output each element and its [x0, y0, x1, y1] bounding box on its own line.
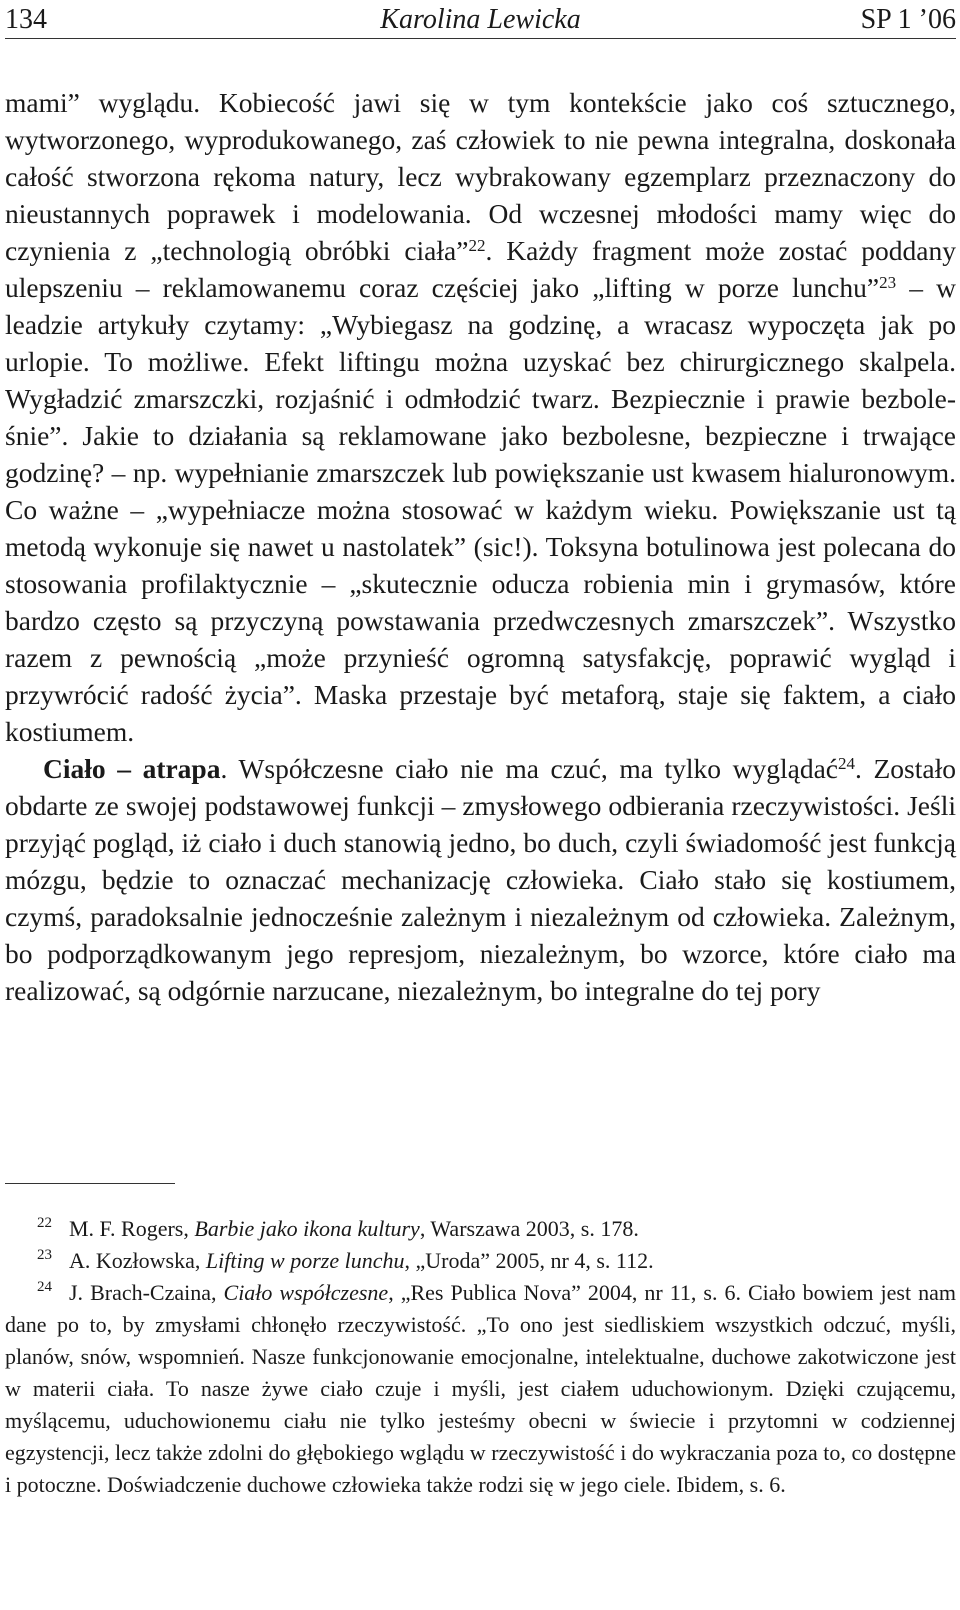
footnote-ref-23[interactable]: 23: [879, 272, 897, 292]
footnote-text: J. Brach-Czaina,: [69, 1280, 224, 1305]
paragraph-continuation: [5, 84, 956, 750]
footnotes: [5, 1213, 956, 1501]
footnote-rule: [5, 1183, 175, 1184]
footnote-ref-24[interactable]: 24: [838, 753, 856, 773]
footnote-22: 22 M. F. Rogers, Barbie jako ikona kultury, Warszawa 2003, s. 178.: [37, 1215, 639, 1241]
footnote-23: 23 A. Kozłowska, Lifting w porze lunchu, „Uroda” 2005, nr 4, s. 112.: [37, 1247, 654, 1273]
footnote-24: 24 J. Brach-Czaina, Ciało współczesne, „Res Publica Nova” 2004, nr 11, s. 6. Ciało bowiem jest nam dane po to, by zmysłami chłonęło rzeczywistość. „To ono jest siedliskiem wszystkich odczuć, myśli, planów, snów, wspomnień. Nasze funkcjonowanie emocjonalne, intelektualne, duchowe zakotwiczone jest w materii ciała. To nasze żywe ciało czuje i myśli, jest ciałem uduchowionym. Dzięki czującemu, myślącemu, uduchowionemu ciału nie tylko jesteśmy obecni w świecie i przytomni w codziennej egzystencji, lecz także zdolni do głębokiego wglądu w rzeczywistość i do wykraczania poza to, co dostępne i potoczne. Doświadczenie duchowe człowieka także rodzi się w jego ciele. Ibidem, s. 6.: [5, 1279, 956, 1497]
footnote-text: , Warszawa 2003, s. 178.: [419, 1216, 639, 1241]
paragraph-cialo-atrapa: [5, 750, 956, 1009]
footnote-text: , „Res Publica Nova” 2004, nr 11, s. 6. Ciało bowiem jest nam dane po to, by zmysłami chłonęło rzeczywistość. „To ono jest siedliskiem wszystkich odczuć, myśli, planów, snów, wspomnień. Nasze funkcjonowanie emocjonalne, intelektualne, duchowe zakotwiczone jest w materii ciała. To nasze żywe ciało czuje i myśli, jest ciałem uduchowionym. Dzięki czującemu, myślącemu, uduchowionemu ciału nie tylko jesteśmy obecni w świecie i przytomni w codziennej egzystencji, lecz także zdolni do głębokiego wglądu w rzeczywistość i do wykraczania poza to, co dostępne i potoczne. Doświadczenie duchowe człowieka także rodzi się w jego ciele. Ibidem, s. 6.: [5, 1280, 956, 1497]
running-head-journal: SP 1 ’06: [860, 4, 956, 35]
paragraph-text: . Zostało obdarte ze swojej podstawowej funkcji – zmysłowego odbierania rzeczywistości. Jeśli przyjąć pogląd, iż ciało i duch stanowią jedno, bo duch, czyli świadomość jest funkcją mózgu, będzie to oznaczać mechanizację człowieka. Ciało stało się kostiumem, czymś, paradoksalnie jednocześnie zależnym i niezależnym od człowieka. Zależnym, bo podporządkowanym jego represjom, niezależnym, bo wzorce, które ciało ma realizować, są odgórnie narzucane, niezależnym, bo integralne do tej pory: [5, 753, 956, 1006]
paragraph-text: mami” wyglądu. Kobiecość jawi się w tym kontekście jako coś sztucznego, wytworzonego, wyprodukowanego, zaś człowiek to nie pewna integralna, doskonała całość stworzona rękoma natury, lecz wybrakowany egzemplarz przeznaczony do nieustannych poprawek i modelowania. Od wczesnej młodości mamy więc do czynienia z „technologią obróbki ciała”: [5, 87, 956, 266]
running-head-author: Karolina Lewicka: [380, 4, 581, 35]
running-head: [5, 0, 956, 40]
footnote-title: Ciało współczesne: [223, 1280, 389, 1305]
section-lead-heading: Ciało – atrapa: [43, 753, 221, 784]
body-text: [5, 84, 956, 1009]
footnote-ref-22[interactable]: 22: [468, 235, 486, 255]
paragraph-text: . Każdy fragment może zostać poddany ulepszeniu – reklamowanemu coraz częściej jako „lifting w porze lunchu”: [5, 235, 956, 303]
footnote-title: Barbie jako ikona kultury: [194, 1216, 420, 1241]
footnote-text: M. F. Rogers,: [69, 1216, 195, 1241]
footnote-text: , „Uroda” 2005, nr 4, s. 112.: [404, 1248, 654, 1273]
header-rule: [5, 38, 956, 39]
document-page: [5, 0, 956, 1610]
paragraph-text: . Współczesne ciało nie ma czuć, ma tylko wyglądać: [220, 753, 839, 784]
footnote-text: A. Kozłowska,: [69, 1248, 206, 1273]
paragraph-text: – w leadzie artykuły czytamy: „Wybiegasz na godzinę, a wracasz wypoczęta jak po urlopie. To możliwe. Efekt liftingu można uzyskać bez chirurgicznego skalpela. Wygładzić zmarszczki, rozjaśnić i odmłodzić twarz. Bezpiecznie i prawie bezboleśnie”. Jakie to działania są reklamowane jako bezbolesne, bezpieczne i trwające godzinę? – np. wypełnianie zmarszczek lub powiększanie ust kwasem hialuronowym. Co ważne – „wypełniacze można stosować w każdym wieku. Powiększanie ust tą metodą wykonuje się nawet u nastolatek” (sic!). Toksyna botulinowa jest polecana do stosowania profilaktycznie – „skutecznie oducza robienia min i grymasów, które bardzo często są przyczyną powstawania przedwczesnych zmarszczek”. Wszystko razem z pewnością „może przynieść ogromną satysfakcję, poprawić wygląd i przywrócić radość życia”. Maska przestaje być metaforą, staje się faktem, a ciało kostiumem.: [5, 272, 956, 747]
footnote-title: Lifting w porze lunchu: [205, 1248, 405, 1273]
page-number: 134: [5, 4, 47, 35]
